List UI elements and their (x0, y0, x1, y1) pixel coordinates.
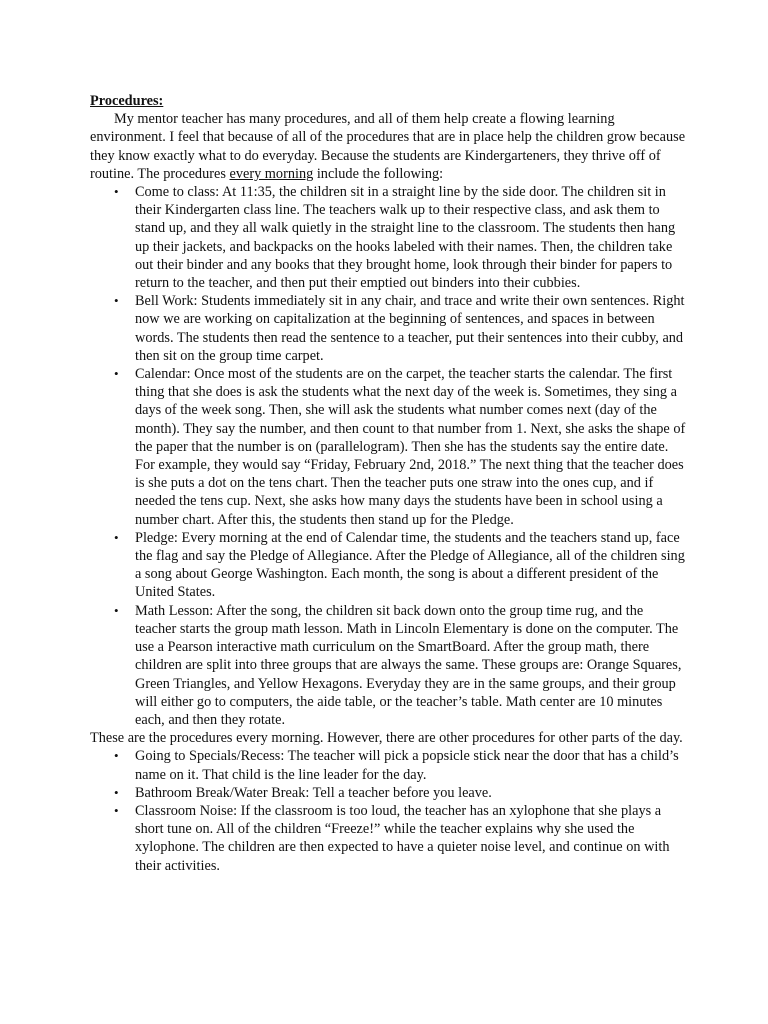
intro-paragraph (90, 110, 686, 183)
list-item-text: Math Lesson: After the song, the children sit back down onto the group time rug, and the teacher starts the group math lesson. Math in Lincoln Elementary is done on the computer. The use a Pearson interactive math curriculum on the SmartBoard. After the group math, there children are split into three groups that are always the same. These groups are: Orange Squares, Green Triangles, and Yellow Hexagons. Everyday they are in the same groups, and their group will either go to computers, the aide table, or the teacher’s table. Math center are 10 minutes each, and then they rotate. (135, 602, 682, 728)
bullet-icon: • (114, 293, 119, 309)
bullet-icon: • (114, 184, 119, 200)
list-item-text: Bell Work: Students immediately sit in any chair, and trace and write their own sentences. Right now we are working on capitalization at the beginning of sentences, and spaces in between words. The students then read the sentence to a teacher, put their sentences into their cubby, and then sit on the group time carpet. (135, 293, 685, 364)
document-body (90, 92, 686, 875)
bullet-icon: • (114, 602, 119, 618)
bullet-icon: • (114, 366, 119, 382)
bullet-icon: • (114, 784, 119, 800)
list-item (90, 292, 686, 365)
transition-paragraph: These are the procedures every morning. However, there are other procedures for other parts of the day. (90, 730, 683, 747)
list-item-text: Classroom Noise: If the classroom is too loud, the teacher has an xylophone that she plays a short tune on. All of the children “Freeze!” while the teacher explains why she used the xylophone. The children are then expected to have a quieter noise level, and continue on with their activities. (135, 802, 670, 874)
list-item (90, 747, 686, 783)
list-item (90, 784, 686, 802)
list-item (90, 802, 686, 875)
intro-text-start: My mentor teacher has many procedures, and all of them help create a flowing learning environment. I feel that because of all of the procedures that are in place help the children grow because they know exactly what to do everyday. Because the students are Kindergarteners, they thrive off of routine. The procedures (90, 111, 686, 182)
section-heading: Procedures: (90, 93, 164, 109)
intro-text-end: include the following: (313, 165, 444, 182)
other-procedures-list (90, 747, 686, 874)
list-item (90, 365, 686, 529)
bullet-icon: • (114, 529, 119, 545)
list-item (90, 602, 686, 729)
morning-procedures-list (90, 183, 686, 729)
list-item-text: Pledge: Every morning at the end of Calendar time, the students and the teachers stand up, face the flag and say the Pledge of Allegiance. After the Pledge of Allegiance, all of the children sing a song about George Washington. Each month, the song is about a different president of the United States. (135, 529, 685, 601)
list-item (90, 529, 686, 602)
list-item-text: Calendar: Once most of the students are on the carpet, the teacher starts the calendar. The first thing that she does is ask the students what the next day of the week is. Sometimes, they sing a days of the week song. Then, she will ask the students what number comes next (day of the month). They say the number, and then count to that number from 1. Next, she asks the shape of the paper that the number is on (parallelogram). Then she has the students say the entire date. For example, they would say “Friday, February 2nd, 2018.” The next thing that the teacher does is she puts a dot on the tens chart. Then the teacher puts one straw into the ones cup, and if needed the tens cup. Next, she asks how many days the students have been in school using a number chart. After this, the students then stand up for the Pledge. (135, 366, 686, 528)
bullet-icon: • (114, 802, 119, 818)
list-item-text: Come to class: At 11:35, the children sit in a straight line by the side door. The children sit in their Kindergarten class line. The teachers walk up to their respective class, and ask them to stand up, and they all walk quietly in the straight line to the classroom. The students then hang up their jackets, and backpacks on the hooks labeled with their names. Then, the children take out their binder and any books that they brought home, look through their binder for papers to return to the teacher, and then put their emptied out binders into their cubbies. (135, 184, 676, 292)
intro-underlined-phrase: every morning (229, 165, 314, 182)
list-item-text: Bathroom Break/Water Break: Tell a teacher before you leave. (135, 784, 492, 801)
list-item (90, 183, 686, 292)
list-item-text: Going to Specials/Recess: The teacher will pick a popsicle stick near the door that has a child’s name on it. That child is the line leader for the day. (135, 748, 679, 783)
bullet-icon: • (114, 748, 119, 764)
